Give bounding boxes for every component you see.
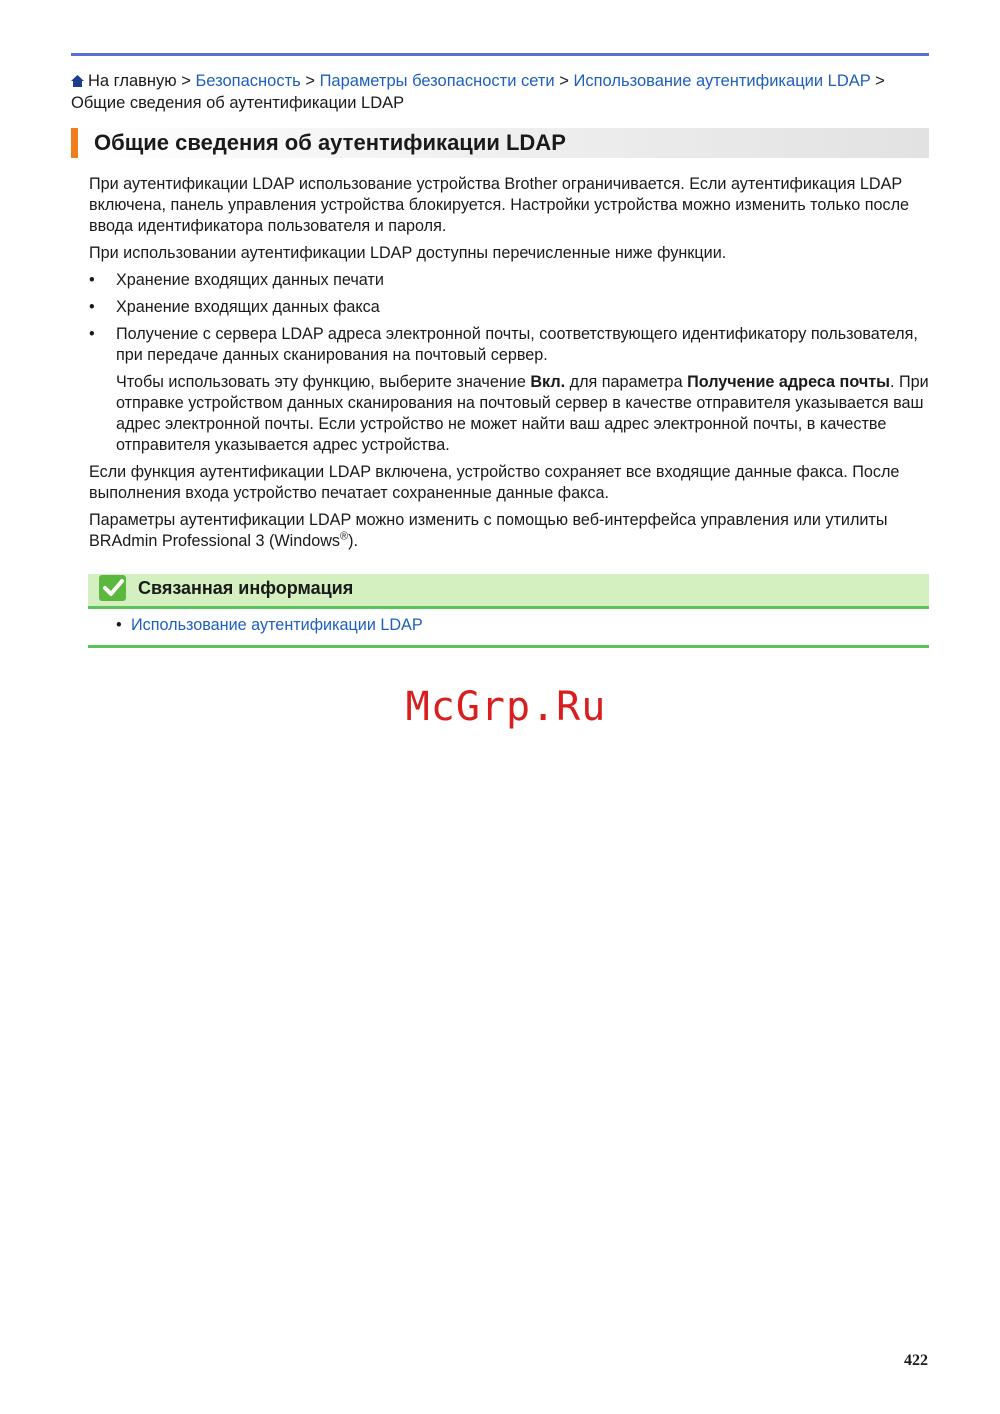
list-item-text: Хранение входящих данных факса (116, 298, 380, 316)
settings-text-end: ). (348, 532, 359, 550)
page-heading (71, 128, 929, 158)
breadcrumb-separator: > (559, 72, 569, 90)
parameter-name: Получение адреса почты (687, 373, 890, 391)
list-item-text: Получение с сервера LDAP адреса электронной почты, соответствующего идентификатору пользователя, при передаче данных сканирования на почтовый сервер. (116, 325, 918, 364)
intro-paragraph: При аутентификации LDAP использование устройства Brother ограничивается. Если аутентификация LDAP включена, панель управления устройства блокируется. Настройки устройства можно изменить только после ввода идентификатора пользователя и пароля. (89, 175, 910, 235)
breadcrumb-separator: > (305, 72, 315, 90)
registered-mark: ® (340, 530, 349, 543)
home-icon[interactable] (71, 75, 84, 87)
related-info-header (88, 574, 929, 609)
email-function-note (89, 372, 929, 456)
related-link-ldap[interactable]: Использование аутентификации LDAP (131, 616, 423, 634)
list-item (89, 297, 929, 318)
related-info-title: Связанная информация (138, 578, 354, 598)
note-text: . При отправке устройством данных сканирования на почтовый сервер в качестве отправителя указывается ваш адрес электронной почты. Если устройство не может найти ваш адрес электронной почты, в качестве отправителя указывается адрес устройства. (116, 373, 929, 454)
heading-accent-bar (71, 128, 78, 158)
bullet: • (89, 325, 95, 343)
functions-paragraph: При использовании аутентификации LDAP доступны перечисленные ниже функции. (89, 244, 727, 262)
list-item (89, 324, 929, 366)
checkmark-icon (98, 572, 128, 602)
list-item (89, 270, 929, 291)
note-text: для параметра (569, 373, 683, 391)
breadcrumb-link-security[interactable]: Безопасность (195, 72, 301, 90)
value-on: Вкл. (530, 373, 566, 391)
related-bottom-rule (88, 645, 929, 648)
watermark: McGrp.Ru (405, 684, 607, 730)
bullet: • (116, 616, 122, 634)
functions-list (89, 270, 929, 366)
note-text: Чтобы использовать эту функцию, выберите значение (116, 373, 526, 391)
page-number: 422 (904, 1352, 928, 1369)
bullet: • (89, 271, 95, 289)
breadcrumb-link-ldap[interactable]: Использование аутентификации LDAP (573, 72, 871, 90)
page-title: Общие сведения об аутентификации LDAP (94, 130, 566, 155)
breadcrumb-separator: > (875, 72, 885, 90)
list-item-text: Хранение входящих данных печати (116, 271, 384, 289)
top-rule (71, 53, 929, 56)
breadcrumb-separator: > (181, 72, 191, 90)
related-links (116, 614, 423, 636)
breadcrumb-link-network-security[interactable]: Параметры безопасности сети (319, 72, 555, 90)
settings-text: Параметры аутентификации LDAP можно изменить с помощью веб-интерфейса управления или утилиты BRAdmin Professional 3 (Windows (89, 511, 888, 550)
breadcrumb-current: Общие сведения об аутентификации LDAP (71, 94, 405, 112)
fax-paragraph: Если функция аутентификации LDAP включена, устройство сохраняет все входящие данные факса. После выполнения входа устройство печатает сохраненные данные факса. (89, 463, 900, 502)
breadcrumb-home[interactable]: На главную (88, 72, 177, 90)
breadcrumb (71, 70, 931, 114)
settings-paragraph (89, 510, 929, 552)
main-content (89, 174, 929, 558)
bullet: • (89, 298, 95, 316)
